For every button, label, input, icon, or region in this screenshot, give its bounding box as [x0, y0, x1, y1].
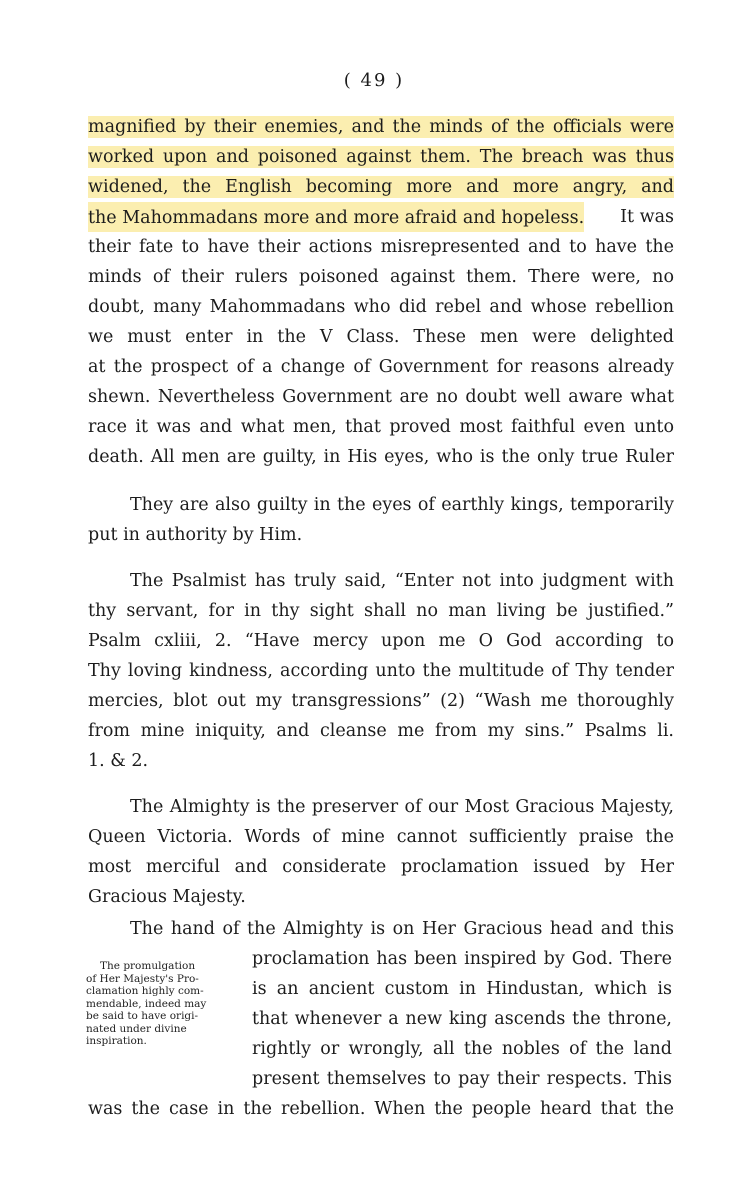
text-line: The Psalmist has truly said, “Enter not into judgment with — [130, 571, 674, 591]
text-line: most merciful and considerate proclamation issued by Her — [88, 857, 674, 877]
margin-note-line: clamation highly com- — [86, 985, 204, 997]
text-line: is an ancient custom in Hindustan, which is — [252, 979, 672, 999]
text-line-highlighted — [88, 142, 674, 172]
text-line: thy servant, for in thy sight shall no man living be justified.” — [88, 601, 674, 621]
text-line: mercies, blot out my transgressions” (2) “Wash me thoroughly — [88, 691, 674, 711]
margin-note — [86, 960, 236, 1048]
margin-note-line: of Her Majesty's Pro- — [86, 972, 199, 985]
text-line: They are also guilty in the eyes of earthly kings, temporarily — [130, 495, 674, 515]
text-line: doubt, many Mahommadans who did rebel and whose rebellion — [88, 297, 674, 317]
text-line: rightly or wrongly, all the nobles of the land — [252, 1039, 672, 1059]
text-line: their fate to have their actions misrepresented and to have the — [88, 237, 674, 257]
text-line: minds of their rulers poisoned against them. There were, no — [88, 267, 674, 287]
text-line-partial-highlight — [88, 202, 674, 232]
text-line: Psalm cxliii, 2. “Have mercy upon me O God according to — [88, 631, 674, 651]
text-line: at the prospect of a change of Government for reasons already — [88, 357, 674, 377]
highlight: widened, the English becoming more and more angry, and — [88, 177, 674, 197]
margin-note-line: inspiration. — [86, 1035, 147, 1047]
text-line: shewn. Nevertheless Government are no doubt well aware what — [88, 387, 674, 407]
text-line: 1. & 2. — [88, 751, 149, 771]
margin-note-line: The promulgation — [100, 960, 196, 972]
text-line-highlighted — [88, 172, 674, 202]
text-fragment: It was — [620, 207, 674, 227]
text-line: was the case in the rebellion. When the people heard that the — [88, 1099, 674, 1119]
text-line: present themselves to pay their respects. This — [252, 1069, 672, 1089]
highlight: worked upon and poisoned against them. The breach was thus — [88, 147, 674, 167]
text-line: put in authority by Him. — [88, 525, 303, 545]
text-line: Gracious Majesty. — [88, 887, 246, 907]
text-line: that whenever a new king ascends the throne, — [252, 1009, 672, 1029]
text-line: Queen Victoria. Words of mine cannot sufficiently praise the — [88, 827, 674, 847]
text-line: we must enter in the V Class. These men were delighted — [88, 327, 674, 347]
text-line-highlighted — [88, 112, 674, 142]
text-line: proclamation has been inspired by God. There — [252, 949, 672, 969]
text-line: death. All men are guilty, in His eyes, who is the only true Ruler — [88, 447, 674, 467]
text-line: The hand of the Almighty is on Her Gracious head and this — [130, 919, 674, 939]
text-line: from mine iniquity, and cleanse me from my sins.” Psalms li. — [88, 721, 674, 741]
highlight: the Mahommadans more and more afraid and hopeless. — [88, 202, 584, 232]
margin-note-line: nated under divine — [86, 1022, 187, 1035]
text-line: race it was and what men, that proved most faithful even unto — [88, 417, 674, 437]
margin-note-line: be said to have origi- — [86, 1010, 199, 1022]
text-line: The Almighty is the preserver of our Most Gracious Majesty, — [130, 797, 674, 817]
margin-note-line: mendable, indeed may — [86, 997, 207, 1010]
page-number: ( 49 ) — [343, 70, 405, 91]
text-line: Thy loving kindness, according unto the multitude of Thy tender — [88, 661, 674, 681]
highlight: magnified by their enemies, and the minds of the officials were — [88, 117, 674, 137]
